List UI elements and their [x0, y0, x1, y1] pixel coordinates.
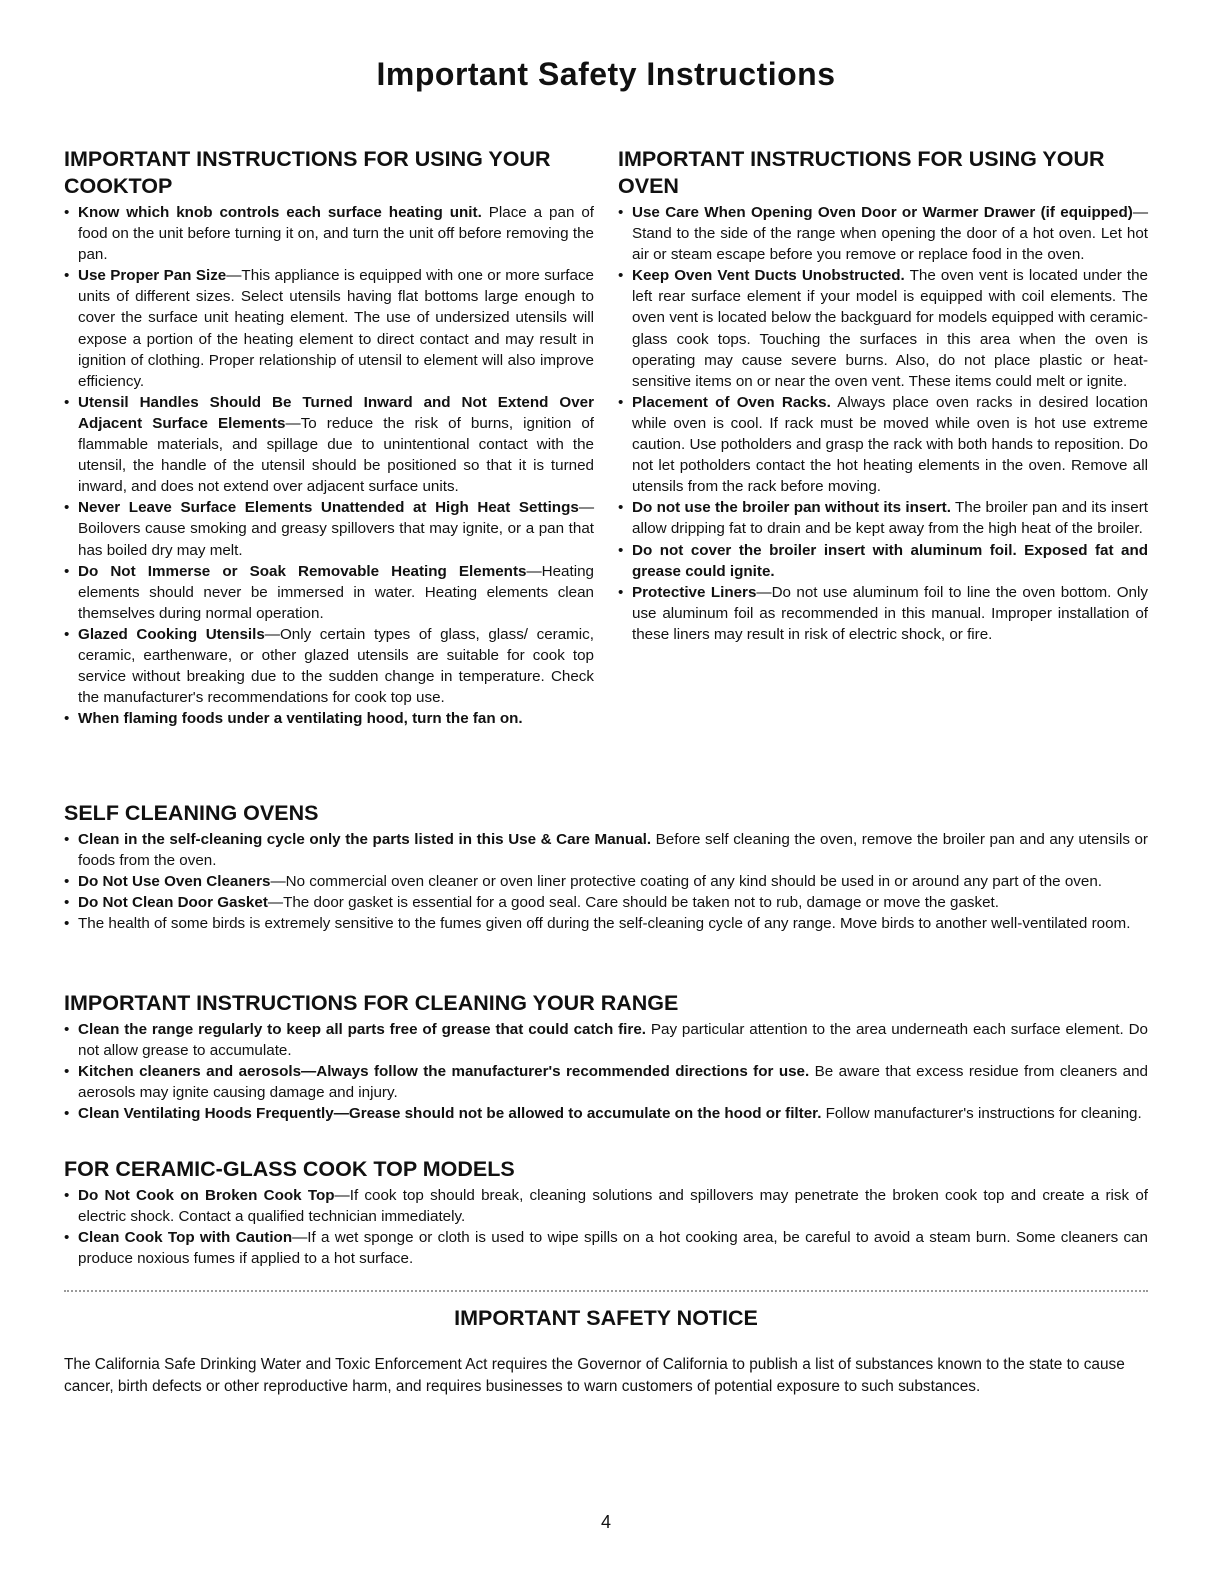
item-bold-text: Use Care When Opening Oven Door or Warmer Drawer (if equipped) — [632, 204, 1133, 221]
item-text: —Do not use aluminum foil to line the oven bottom. Only use aluminum foil as recommended in this manual. Improper installation of these liners may result in risk of electric shock, or fire. — [632, 583, 1148, 643]
item-text: The oven vent is located under the left rear surface element if your model is equipped with coil elements. The oven vent is located below the backguard for models equipped with ceramic-glass cook tops. Touching the surfaces in this area when the oven is operating may cause severe burns. Also, do not place plastic or heat-sensitive items on or near the oven vent. These items could melt or ignite. — [632, 267, 1148, 390]
list-item — [64, 561, 594, 624]
cooktop-list — [64, 202, 594, 729]
list-item — [64, 892, 1148, 913]
ceramic-section — [64, 1156, 1148, 1269]
self-cleaning-section — [64, 800, 1148, 934]
item-bold-text: Do Not Clean Door Gasket — [78, 894, 268, 912]
list-item — [64, 202, 594, 265]
list-item — [618, 582, 1148, 645]
oven-list — [618, 202, 1148, 645]
item-bold-text: Clean Cook Top with Caution — [78, 1229, 293, 1247]
cleaning-range-list — [64, 1019, 1148, 1124]
item-bold-text: Do not use the broiler pan without its insert. — [632, 499, 951, 517]
ceramic-list — [64, 1185, 1148, 1269]
item-bold-text: Never Leave Surface Elements Unattended at High Heat Settings — [78, 499, 579, 517]
item-bold-text: Clean in the self-cleaning cycle only the parts listed in this Use & Care Manual. — [78, 831, 652, 848]
item-text: —This appliance is equipped with one or more surface units of different sizes. Select utensils having flat bottoms large enough to cover the surface unit heating element. The use of undersized utensils will expose a portion of the heating element to direct contact and may result in ignition of clothing. Proper relationship of utensil to element will also improve efficiency. — [78, 267, 594, 390]
notice-heading: IMPORTANT SAFETY NOTICE — [454, 1306, 758, 1330]
list-item — [64, 871, 1148, 892]
list-item — [64, 497, 594, 560]
list-item — [618, 202, 1148, 265]
item-bold-text: Clean Ventilating Hoods Frequently—Grease should not be allowed to accumulate on the hood or filter. — [78, 1105, 822, 1123]
item-text: —No commercial oven cleaner or oven liner protective coating of any kind should be used in or around any part of the oven. — [270, 873, 1103, 891]
list-item — [64, 392, 594, 497]
page-number: 4 — [600, 1512, 611, 1532]
item-bold-text: Use Proper Pan Size — [78, 267, 227, 285]
self-cleaning-list — [64, 829, 1148, 934]
item-bold-text: Do Not Immerse or Soak Removable Heating Elements — [78, 562, 527, 580]
item-text: Always place oven racks in desired location while oven is cool. If rack must be moved while oven is hot use extreme caution. Use potholders and grasp the rack with both hands to reposition. Do not let potholders contact the hot heating elements in the oven. Remove all utensils from the rack before moving. — [632, 393, 1148, 496]
item-bold-text: Clean the range regularly to keep all parts free of grease that could catch fire. — [78, 1021, 646, 1038]
item-text: The health of some birds is extremely sensitive to the fumes given off during the self-cleaning cycle of any range. Move birds to another well-ventilated room. — [78, 915, 1131, 933]
list-item — [618, 265, 1148, 392]
item-text: —Boilovers cause smoking and greasy spillovers that may ignite, or a pan that has boiled dry may melt. — [78, 499, 594, 559]
item-bold-text: Do Not Use Oven Cleaners — [78, 873, 271, 891]
notice-text: The California Safe Drinking Water and Toxic Enforcement Act requires the Governor of California to publish a list of substances known to the state to cause cancer, birth defects or other reproductive harm, and requires businesses to warn customers of potential exposure to such substances. — [64, 1356, 1125, 1395]
item-bold-text: Know which knob controls each surface heating unit. — [78, 204, 482, 221]
item-bold-text: Protective Liners — [632, 583, 757, 601]
list-item — [64, 1103, 1148, 1124]
ceramic-heading: FOR CERAMIC-GLASS COOK TOP MODELS — [64, 1157, 515, 1181]
cooktop-column — [64, 146, 594, 729]
self-cleaning-heading: SELF CLEANING OVENS — [64, 801, 319, 825]
item-bold-text: Keep Oven Vent Ducts Unobstructed. — [632, 267, 905, 285]
item-text: Place a pan of food on the unit before turning it on, and turn the unit off before removing the pan. — [78, 204, 594, 264]
cleaning-range-section — [64, 990, 1148, 1124]
list-item — [64, 1227, 1148, 1269]
item-bold-text: Utensil Handles Should Be Turned Inward and Not Extend Over Adjacent Surface Elements — [78, 393, 594, 432]
item-text: —If a wet sponge or cloth is used to wipe spills on a hot cooking area, be careful to avoid a steam burn. Some cleaners can produce noxious fumes if applied to a hot surface. — [78, 1229, 1148, 1268]
item-bold-text: Placement of Oven Racks. — [632, 393, 831, 411]
item-bold-text: Kitchen cleaners and aerosols—Always follow the manufacturer's recommended directions for use. — [78, 1063, 810, 1081]
list-item — [64, 265, 594, 392]
list-item — [64, 913, 1148, 934]
list-item — [64, 624, 594, 708]
item-text: —If cook top should break, cleaning solutions and spillovers may penetrate the broken cook top and create a risk of electric shock. Contact a qualified technician immediately. — [78, 1187, 1148, 1226]
dotted-divider — [64, 1290, 1148, 1296]
item-text: —Only certain types of glass, glass/ ceramic, ceramic, earthenware, or other glazed utensils are suitable for cook top service without breaking due to the sudden change in temperature. Check the manufacturer's recommendations for cook top use. — [78, 625, 594, 707]
item-text: —Heating elements should never be immersed in water. Heating elements clean themselves during normal operation. — [78, 562, 594, 622]
item-text: —To reduce the risk of burns, ignition of flammable materials, and spillage due to unintentional contact with the utensil, the handle of the utensil should be positioned so that it is turned inward, and does not extend over adjacent surface units. — [78, 414, 595, 496]
list-item — [64, 1185, 1148, 1227]
cooktop-heading: IMPORTANT INSTRUCTIONS FOR USING YOUR COOKTOP — [64, 147, 551, 198]
item-text: Follow manufacturer's instructions for cleaning. — [821, 1105, 1142, 1123]
oven-heading: IMPORTANT INSTRUCTIONS FOR USING YOUR OVEN — [618, 147, 1105, 198]
item-bold-text: When flaming foods under a ventilating hood, turn the fan on. — [78, 710, 523, 728]
item-text: The broiler pan and its insert allow dripping fat to drain and be kept away from the high heat of the broiler. — [632, 499, 1149, 538]
item-bold-text: Glazed Cooking Utensils — [78, 625, 265, 643]
list-item — [64, 708, 594, 729]
list-item — [618, 540, 1148, 582]
list-item — [64, 1019, 1148, 1061]
page-title: Important Safety Instructions — [376, 56, 836, 92]
list-item — [618, 392, 1148, 497]
item-text: Be aware that excess residue from cleaners and aerosols may ignite causing damage and injury. — [78, 1063, 1148, 1102]
item-bold-text: Do Not Cook on Broken Cook Top — [78, 1187, 335, 1204]
item-text: —The door gasket is essential for a good seal. Care should be taken not to rub, damage or move the gasket. — [267, 894, 999, 912]
item-bold-text: Do not cover the broiler insert with aluminum foil. Exposed fat and grease could ignite. — [632, 541, 1148, 580]
item-text: —Stand to the side of the range when opening the door of a hot oven. Let hot air or steam escape before you remove or replace food in the oven. — [632, 204, 1148, 264]
oven-column — [618, 146, 1148, 645]
cleaning-range-heading: IMPORTANT INSTRUCTIONS FOR CLEANING YOUR RANGE — [64, 991, 679, 1015]
item-text: Pay particular attention to the area underneath each surface element. Do not allow grease to accumulate. — [78, 1021, 1148, 1060]
list-item — [618, 497, 1148, 539]
item-text: Before self cleaning the oven, remove the broiler pan and any utensils or foods from the oven. — [78, 831, 1148, 870]
list-item — [64, 829, 1148, 871]
list-item — [64, 1061, 1148, 1103]
